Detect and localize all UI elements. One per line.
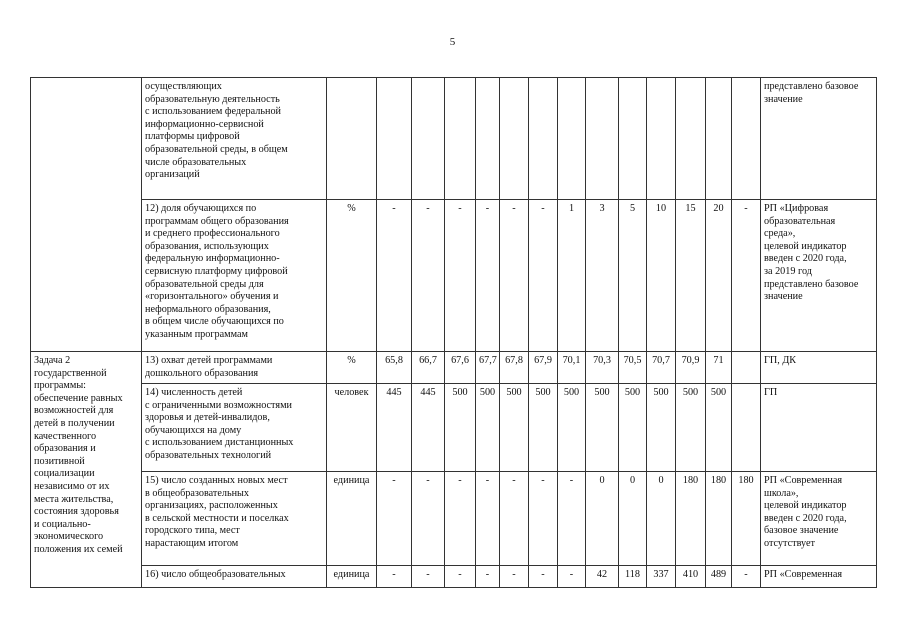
value-cell: 1 bbox=[558, 200, 586, 352]
task-cell bbox=[31, 78, 142, 352]
value-cell: 70,7 bbox=[647, 352, 676, 384]
value-cell bbox=[558, 78, 586, 200]
value-cell bbox=[647, 78, 676, 200]
source-cell: РП «Современная школа», целевой индикатор введен с 2020 года, базовое значение отсутствует bbox=[761, 472, 877, 566]
value-cell: 66,7 bbox=[412, 352, 445, 384]
value-cell: - bbox=[445, 566, 476, 588]
value-cell: 445 bbox=[412, 384, 445, 472]
indicator-cell: 12) доля обучающихся по программам общего образования и среднего профессионального образования, использующих федеральную информационно- сервисную платформу цифровой образовательной среды для «горизонтального» обучения и неформального образования, в общем числе обучающихся по указанным программам bbox=[142, 200, 327, 352]
value-cell: 70,5 bbox=[619, 352, 647, 384]
source-cell: ГП bbox=[761, 384, 877, 472]
value-cell: - bbox=[412, 566, 445, 588]
table-row bbox=[31, 472, 877, 566]
value-cell: 5 bbox=[619, 200, 647, 352]
value-cell: - bbox=[732, 200, 761, 352]
table-row bbox=[31, 384, 877, 472]
value-cell: 0 bbox=[619, 472, 647, 566]
value-cell: 500 bbox=[558, 384, 586, 472]
value-cell: - bbox=[377, 472, 412, 566]
value-cell: - bbox=[500, 566, 529, 588]
page-number: 5 bbox=[449, 36, 456, 48]
table-row bbox=[31, 200, 877, 352]
unit-cell: % bbox=[327, 352, 377, 384]
value-cell: - bbox=[412, 472, 445, 566]
value-cell: - bbox=[476, 200, 500, 352]
value-cell: 67,8 bbox=[500, 352, 529, 384]
value-cell: 500 bbox=[706, 384, 732, 472]
value-cell bbox=[676, 78, 706, 200]
table-row bbox=[31, 566, 877, 588]
indicator-cell: 13) охват детей программами дошкольного образования bbox=[142, 352, 327, 384]
value-cell: 71 bbox=[706, 352, 732, 384]
value-cell bbox=[586, 78, 619, 200]
value-cell: 500 bbox=[676, 384, 706, 472]
source-cell: РП «Современная bbox=[761, 566, 877, 588]
value-cell: 500 bbox=[500, 384, 529, 472]
value-cell bbox=[445, 78, 476, 200]
value-cell: 67,9 bbox=[529, 352, 558, 384]
value-cell: 67,6 bbox=[445, 352, 476, 384]
source-cell: ГП, ДК bbox=[761, 352, 877, 384]
value-cell: - bbox=[445, 200, 476, 352]
value-cell: 180 bbox=[676, 472, 706, 566]
value-cell: 70,3 bbox=[586, 352, 619, 384]
value-cell bbox=[412, 78, 445, 200]
value-cell: - bbox=[529, 200, 558, 352]
value-cell: 3 bbox=[586, 200, 619, 352]
indicators-table bbox=[30, 77, 877, 588]
value-cell bbox=[377, 78, 412, 200]
value-cell: - bbox=[476, 566, 500, 588]
indicator-cell: 16) число общеобразовательных bbox=[142, 566, 327, 588]
value-cell: - bbox=[558, 472, 586, 566]
source-cell: представлено базовое значение bbox=[761, 78, 877, 200]
value-cell bbox=[732, 352, 761, 384]
indicator-cell: 15) число созданных новых мест в общеобразовательных организациях, расположенных в сельской местности и поселках городского типа, мест нарастающим итогом bbox=[142, 472, 327, 566]
value-cell: 67,7 bbox=[476, 352, 500, 384]
value-cell: 445 bbox=[377, 384, 412, 472]
value-cell: - bbox=[500, 200, 529, 352]
value-cell bbox=[500, 78, 529, 200]
value-cell: 15 bbox=[676, 200, 706, 352]
value-cell: - bbox=[732, 566, 761, 588]
value-cell: - bbox=[412, 200, 445, 352]
unit-cell: единица bbox=[327, 472, 377, 566]
value-cell: 0 bbox=[586, 472, 619, 566]
value-cell: 118 bbox=[619, 566, 647, 588]
value-cell bbox=[706, 78, 732, 200]
unit-cell bbox=[327, 78, 377, 200]
unit-cell: человек bbox=[327, 384, 377, 472]
value-cell: - bbox=[445, 472, 476, 566]
indicator-cell: осуществляющих образовательную деятельность с использованием федеральной информационно-сервисной платформы цифровой образовательной среды, в общем числе образовательных организаций bbox=[142, 78, 327, 200]
value-cell bbox=[732, 384, 761, 472]
value-cell bbox=[476, 78, 500, 200]
value-cell bbox=[619, 78, 647, 200]
value-cell: 180 bbox=[706, 472, 732, 566]
value-cell: 337 bbox=[647, 566, 676, 588]
value-cell: 410 bbox=[676, 566, 706, 588]
value-cell: - bbox=[529, 472, 558, 566]
indicator-cell: 14) численность детей с ограниченными возможностями здоровья и детей-инвалидов, обучающихся на дому с использованием дистанционных образовательных технологий bbox=[142, 384, 327, 472]
value-cell: 500 bbox=[586, 384, 619, 472]
unit-cell: единица bbox=[327, 566, 377, 588]
value-cell: 42 bbox=[586, 566, 619, 588]
value-cell: - bbox=[377, 200, 412, 352]
value-cell: 500 bbox=[529, 384, 558, 472]
value-cell: 489 bbox=[706, 566, 732, 588]
value-cell bbox=[529, 78, 558, 200]
value-cell: - bbox=[500, 472, 529, 566]
value-cell: 0 bbox=[647, 472, 676, 566]
unit-cell: % bbox=[327, 200, 377, 352]
task-cell: Задача 2 государственной программы: обеспечение равных возможностей для детей в получении качественного образования и позитивной социализации независимо от их места жительства, состояния здоровья и социально- экономического положения их семей bbox=[31, 352, 142, 588]
value-cell: 70,1 bbox=[558, 352, 586, 384]
source-cell: РП «Цифровая образовательная среда», целевой индикатор введен с 2020 года, за 2019 год представлено базовое значение bbox=[761, 200, 877, 352]
table-row bbox=[31, 352, 877, 384]
value-cell: - bbox=[529, 566, 558, 588]
value-cell: 500 bbox=[619, 384, 647, 472]
value-cell: 70,9 bbox=[676, 352, 706, 384]
value-cell: - bbox=[377, 566, 412, 588]
value-cell: - bbox=[558, 566, 586, 588]
value-cell: 65,8 bbox=[377, 352, 412, 384]
value-cell: 500 bbox=[647, 384, 676, 472]
value-cell: 180 bbox=[732, 472, 761, 566]
value-cell: 20 bbox=[706, 200, 732, 352]
table-row bbox=[31, 78, 877, 200]
value-cell: 500 bbox=[445, 384, 476, 472]
value-cell bbox=[732, 78, 761, 200]
value-cell: - bbox=[476, 472, 500, 566]
value-cell: 10 bbox=[647, 200, 676, 352]
value-cell: 500 bbox=[476, 384, 500, 472]
